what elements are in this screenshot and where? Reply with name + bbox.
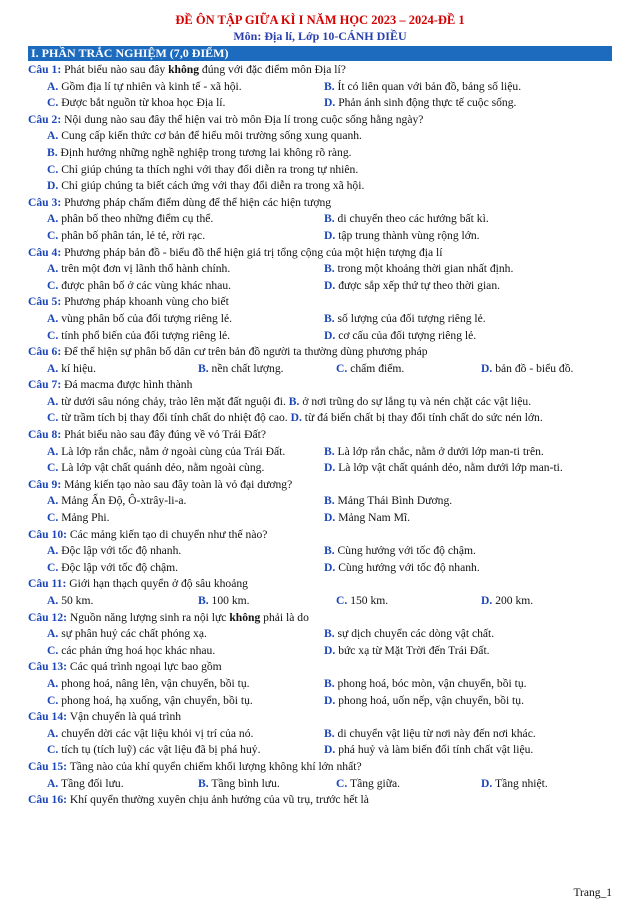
option-letter: B.	[324, 494, 335, 508]
answer-option	[320, 693, 612, 710]
answer-option	[320, 95, 612, 112]
question-text: Để thể hiện sự phân bố dân cư trên bản đồ người ta thường dùng phương pháp	[64, 345, 428, 359]
question-text: Phương pháp khoanh vùng cho biết	[64, 295, 229, 309]
option-text: sự phân huỷ các chất phóng xạ.	[61, 627, 207, 641]
question-number: Câu 12:	[28, 610, 67, 624]
options-row	[28, 95, 612, 112]
options-row	[28, 79, 612, 96]
option-text: Độc lập với tốc độ nhanh.	[61, 544, 182, 558]
question-text: Tầng nào của khí quyển chiếm khối lượng không khí lớn nhất?	[69, 759, 362, 773]
answer-option	[28, 726, 320, 743]
question-text: Phương pháp bản đồ - biểu đồ thể hiện giá trị tổng cộng của một hiện tượng địa lí	[64, 245, 443, 259]
option-text: Được bắt nguồn từ khoa học Địa lí.	[61, 96, 226, 110]
question-stem	[28, 62, 612, 79]
option-letter: D.	[324, 643, 336, 657]
question-stem	[28, 427, 612, 444]
answer-option	[320, 278, 612, 295]
option-letter: B.	[324, 544, 335, 558]
question-stem	[28, 709, 612, 726]
answer-option	[320, 510, 612, 527]
question-number: Câu 11:	[28, 577, 67, 591]
answer-option	[28, 95, 320, 112]
question-stem	[28, 245, 612, 262]
option-letter: A.	[47, 544, 59, 558]
answer-option	[28, 676, 320, 693]
option-letter: C.	[336, 361, 348, 375]
option-letter: D.	[324, 328, 336, 342]
answer-option	[28, 79, 320, 96]
option-letter: C.	[47, 693, 59, 707]
option-letter: A.	[47, 726, 59, 740]
answer-option	[28, 211, 320, 228]
option-text: Gồm địa lí tự nhiên và kinh tế - xã hội.	[61, 79, 242, 93]
option-text: Định hướng những nghề nghiệp trong tương lai không rõ ràng.	[60, 145, 352, 159]
option-text: Cùng hướng với tốc độ nhanh.	[338, 560, 480, 574]
question-number: Câu 6:	[28, 345, 62, 359]
answer-option	[28, 493, 320, 510]
option-text: bản đồ - biểu đồ.	[495, 361, 574, 375]
option-letter: C.	[47, 411, 59, 425]
option-text: Tầng nhiệt.	[494, 776, 548, 790]
answer-option	[320, 228, 612, 245]
answer-option	[481, 776, 612, 793]
question-text: Nội dung nào sau đây thể hiện vai trò môn Địa lí trong cuộc sống hằng ngày?	[64, 112, 424, 126]
question-text: Giới hạn thạch quyển ở độ sâu khoảng	[69, 577, 248, 591]
question-number: Câu 4:	[28, 245, 62, 259]
option-letter: C.	[47, 461, 59, 475]
option-text: Cùng hướng với tốc độ chậm.	[337, 544, 476, 558]
option-text: Ít có liên quan với bản đồ, bảng số liệu.	[337, 79, 522, 93]
answer-option	[28, 444, 320, 461]
question-number: Câu 16:	[28, 793, 67, 807]
option-letter: D.	[324, 96, 336, 110]
option-letter: D.	[324, 461, 336, 475]
answer-option	[320, 261, 612, 278]
options-row	[28, 593, 612, 610]
question-text: Khí quyển thường xuyên chịu ảnh hưởng của vũ trụ, trước hết là	[69, 793, 369, 807]
answer-option	[28, 361, 198, 378]
answer-option	[28, 128, 362, 145]
answer-option	[28, 560, 320, 577]
option-text: Tầng đối lưu.	[60, 776, 124, 790]
question-stem	[28, 610, 612, 627]
option-letter: D.	[290, 411, 302, 425]
question-text: Phát biểu nào sau đây	[64, 63, 169, 76]
option-letter: B.	[47, 145, 58, 159]
options-row	[28, 444, 612, 461]
option-letter: A.	[47, 311, 59, 325]
option-letter: A.	[47, 129, 59, 143]
options-row	[28, 361, 612, 378]
answer-option	[481, 593, 612, 610]
option-letter: D.	[324, 228, 336, 242]
answer-option	[28, 328, 320, 345]
answer-option	[320, 726, 612, 743]
question-number: Câu 9:	[28, 477, 62, 491]
option-letter: B.	[324, 444, 335, 458]
option-text: các phản ứng hoá học khác nhau.	[61, 643, 216, 657]
options-row	[28, 410, 612, 427]
answer-option	[28, 278, 320, 295]
question-text: Các mảng kiến tạo di chuyển như thế nào?	[69, 527, 268, 541]
options-row	[28, 128, 612, 145]
option-letter: D.	[481, 594, 493, 607]
question-number: Câu 7:	[28, 378, 62, 392]
answer-option	[198, 593, 336, 610]
answer-option	[28, 693, 320, 710]
option-letter: D.	[481, 361, 493, 375]
answer-option	[320, 460, 612, 477]
option-letter: B.	[324, 262, 335, 276]
question-stem	[28, 659, 612, 676]
option-text: Chỉ giúp chúng ta thích nghi với thay đổi diễn ra trong tự nhiên.	[61, 162, 359, 176]
question-text: Đá macma được hình thành	[64, 378, 193, 392]
option-text: Độc lập với tốc độ chậm.	[61, 560, 179, 574]
option-letter: A.	[47, 594, 59, 607]
option-letter: C.	[47, 278, 59, 292]
option-text: phá huỷ và làm biến đổi tính chất vật liệu.	[338, 743, 534, 757]
answer-option	[320, 742, 612, 759]
answer-option	[28, 543, 320, 560]
options-row	[28, 510, 612, 527]
option-letter: B.	[288, 394, 300, 408]
options-row	[28, 394, 612, 411]
options-row	[28, 560, 612, 577]
options-row	[28, 328, 612, 345]
question-text: Nguồn năng lượng sinh ra nội lực	[69, 610, 230, 624]
answer-option	[320, 79, 612, 96]
option-text: chấm điểm.	[350, 361, 405, 375]
option-letter: B.	[198, 361, 209, 375]
option-letter: D.	[324, 560, 336, 574]
option-text: từ trầm tích bị thay đổi tính chất do nhiệt độ cao.	[61, 411, 288, 425]
answer-option	[320, 211, 612, 228]
option-text: Mảng Nam Mĩ.	[338, 511, 410, 525]
option-letter: A.	[47, 394, 59, 408]
option-text: Phản ánh sinh động thực tế cuộc sống.	[338, 96, 517, 110]
question-text: phải là do	[260, 610, 309, 624]
options-row	[28, 278, 612, 295]
answer-option	[28, 162, 358, 179]
answer-option	[320, 444, 612, 461]
option-letter: D.	[324, 743, 336, 757]
option-text: từ đá biến chất bị thay đổi tính chất do sức nén lớn.	[304, 411, 543, 425]
option-text: phong hoá, hạ xuống, vận chuyển, bồi tụ.	[61, 693, 253, 707]
option-text: bức xạ từ Mặt Trời đến Trái Đất.	[338, 643, 490, 657]
question-text: Phát biểu nào sau đây đúng về vỏ Trái Đất?	[64, 428, 266, 442]
option-text: từ dưới sâu nóng chảy, trào lên mặt đất nguội đi.	[61, 394, 286, 408]
option-letter: B.	[324, 311, 335, 325]
option-letter: B.	[324, 79, 335, 93]
question-stem	[28, 527, 612, 544]
option-letter: D.	[324, 278, 336, 292]
option-letter: C.	[47, 162, 59, 176]
question-stem	[28, 576, 612, 593]
options-row	[28, 460, 612, 477]
answer-option	[198, 361, 336, 378]
option-letter: A.	[47, 262, 59, 276]
options-row	[28, 145, 612, 162]
option-letter: C.	[47, 743, 59, 757]
option-text: Mảng Phi.	[61, 511, 110, 525]
option-letter: D.	[481, 776, 493, 790]
answer-option	[28, 178, 364, 195]
answer-option	[28, 228, 320, 245]
option-letter: B.	[198, 776, 209, 790]
option-text: nền chất lượng.	[211, 361, 284, 375]
option-text: 200 km.	[495, 594, 534, 607]
question-number: Câu 3:	[28, 195, 62, 209]
option-text: được sắp xếp thứ tự theo thời gian.	[338, 278, 501, 292]
option-text: phong hoá, nâng lên, vận chuyển, bồi tụ.	[61, 676, 250, 690]
question-text: Mảng kiến tạo nào sau đây toàn là vỏ đại dương?	[64, 477, 293, 491]
answer-option	[336, 776, 481, 793]
question-number: Câu 5:	[28, 295, 62, 309]
option-text: phong hoá, bóc mòn, vận chuyển, bồi tụ.	[337, 676, 527, 690]
option-letter: A.	[47, 444, 59, 458]
option-letter: A.	[47, 212, 59, 226]
options-row	[28, 228, 612, 245]
option-letter: B.	[324, 212, 335, 226]
answer-option	[28, 593, 198, 610]
option-letter: A.	[47, 79, 59, 93]
option-letter: A.	[47, 676, 59, 690]
option-text: 150 km.	[350, 594, 389, 607]
options-row	[28, 178, 612, 195]
options-row	[28, 211, 612, 228]
answer-option	[28, 145, 352, 162]
options-row	[28, 693, 612, 710]
answer-option	[198, 776, 336, 793]
page-number: Trang_1	[573, 887, 612, 899]
option-text: di chuyển vật liệu từ nơi này đến nơi khác.	[337, 726, 536, 740]
question-stem	[28, 195, 612, 212]
question-emphasis: không	[229, 610, 261, 624]
option-letter: D.	[47, 179, 59, 193]
option-letter: C.	[47, 643, 59, 657]
answer-option	[336, 593, 481, 610]
options-row	[28, 543, 612, 560]
option-text: vùng phân bố của đối tượng riêng lẻ.	[61, 311, 233, 325]
answer-option	[481, 361, 612, 378]
options-row	[28, 311, 612, 328]
question-number: Câu 10:	[28, 527, 67, 541]
option-letter: A.	[47, 627, 59, 641]
option-text: phân bố theo những điểm cụ thể.	[61, 212, 214, 226]
options-row	[28, 493, 612, 510]
answer-option	[320, 560, 612, 577]
option-text: ở nơi trũng do sự lắng tụ và nén chặt các vật liệu.	[302, 394, 532, 408]
option-text: được phân bố ở các vùng khác nhau.	[61, 278, 232, 292]
question-stem	[28, 344, 612, 361]
option-text: di chuyển theo các hướng bất kì.	[337, 212, 489, 226]
question-stem	[28, 477, 612, 494]
option-text: Là lớp rắn chắc, nằm ở dưới lớp man-ti trên.	[337, 444, 544, 458]
option-text: Tầng giữa.	[349, 776, 401, 790]
options-row	[28, 626, 612, 643]
answer-option	[320, 493, 612, 510]
question-text: Vận chuyển là quá trình	[69, 710, 182, 724]
option-text: Là lớp vật chất quánh dẻo, nằm ngoài cùng.	[61, 461, 265, 475]
option-letter: C.	[47, 228, 59, 242]
option-text: trong một khoảng thời gian nhất định.	[337, 262, 514, 276]
answer-option	[28, 776, 198, 793]
option-letter: D.	[324, 693, 336, 707]
option-letter: C.	[336, 776, 348, 790]
question-number: Câu 1:	[28, 63, 62, 76]
option-text: 50 km.	[61, 594, 94, 607]
option-text: phong hoá, uốn nếp, vận chuyển, bồi tụ.	[338, 693, 524, 707]
option-text: kí hiệu.	[61, 361, 96, 375]
answer-option	[320, 543, 612, 560]
option-text: Tầng bình lưu.	[211, 776, 280, 790]
option-text: chuyển dời các vật liệu khỏi vị trí của nó.	[61, 726, 254, 740]
option-text: phân bố phân tán, lẻ tẻ, rời rạc.	[61, 228, 206, 242]
options-row	[28, 776, 612, 793]
option-text: 100 km.	[211, 594, 250, 607]
option-letter: B.	[198, 594, 209, 607]
answer-option	[28, 643, 320, 660]
options-row	[28, 261, 612, 278]
answer-option	[28, 460, 320, 477]
option-text: Cung cấp kiến thức cơ bản để hiểu môi trường sống xung quanh.	[61, 129, 362, 143]
option-letter: C.	[47, 560, 59, 574]
answer-option	[28, 311, 320, 328]
exam-subtitle: Môn: Địa lí, Lớp 10-CÁNH DIỀU	[233, 29, 407, 43]
option-letter: B.	[324, 676, 335, 690]
question-stem	[28, 294, 612, 311]
question-number: Câu 13:	[28, 660, 67, 674]
answer-option	[28, 510, 320, 527]
option-text: số lượng của đối tượng riêng lẻ.	[337, 311, 486, 325]
option-text: tập trung thành vùng rộng lớn.	[338, 228, 480, 242]
option-letter: C.	[47, 96, 59, 110]
answer-option	[336, 361, 481, 378]
options-row	[28, 162, 612, 179]
answer-option	[320, 676, 612, 693]
option-letter: C.	[47, 328, 59, 342]
question-number: Câu 14:	[28, 710, 67, 724]
question-number: Câu 8:	[28, 428, 62, 442]
option-text: sự dịch chuyển các dòng vật chất.	[337, 627, 495, 641]
answer-option	[320, 328, 612, 345]
option-text: tích tụ (tích luỹ) các vật liệu đã bị phá huỷ.	[61, 743, 261, 757]
question-text: đúng với đặc điểm môn Địa lí?	[199, 63, 346, 76]
answer-option	[28, 626, 320, 643]
option-text: cơ cấu của đối tượng riêng lẻ.	[338, 328, 477, 342]
option-letter: C.	[336, 594, 348, 607]
question-stem	[28, 377, 612, 394]
option-text: Là lớp vật chất quánh dẻo, nằm dưới lớp man-ti.	[338, 461, 563, 475]
question-stem	[28, 792, 612, 809]
question-stem	[28, 112, 612, 129]
answer-option	[320, 311, 612, 328]
option-text: tính phổ biến của đối tượng riêng lẻ.	[61, 328, 231, 342]
option-text: Mảng Thái Bình Dương.	[337, 494, 453, 508]
option-text: Là lớp rắn chắc, nằm ở ngoài cùng của Trái Đất.	[61, 444, 286, 458]
options-row	[28, 726, 612, 743]
options-row	[28, 643, 612, 660]
answer-option	[320, 643, 612, 660]
option-text: trên một đơn vị lãnh thổ hành chính.	[61, 262, 231, 276]
answer-option	[320, 626, 612, 643]
question-list	[28, 62, 612, 809]
option-letter: A.	[47, 361, 59, 375]
answer-option	[28, 742, 320, 759]
question-number: Câu 15:	[28, 759, 67, 773]
question-emphasis: không	[168, 63, 200, 76]
question-text: Các quá trình ngoại lực bao gồm	[69, 660, 222, 674]
exam-title: ĐỀ ÔN TẬP GIỮA KÌ I NĂM HỌC 2023 – 2024-ĐỀ 1	[175, 13, 465, 27]
option-text: Mảng Ấn Độ, Ô-xtrây-li-a.	[61, 494, 187, 508]
option-letter: A.	[47, 776, 59, 790]
question-number: Câu 2:	[28, 112, 62, 126]
option-letter: C.	[47, 511, 59, 525]
section-heading: I. PHẦN TRẮC NGHIỆM (7,0 ĐIỂM)	[28, 46, 612, 61]
question-stem	[28, 759, 612, 776]
option-letter: D.	[324, 511, 336, 525]
option-letter: B.	[324, 726, 335, 740]
options-row	[28, 676, 612, 693]
option-letter: B.	[324, 627, 335, 641]
answer-option	[28, 261, 320, 278]
options-row	[28, 742, 612, 759]
option-letter: A.	[47, 494, 59, 508]
option-text: Chỉ giúp chúng ta biết cách ứng với thay đổi diễn ra trong xã hội.	[61, 179, 365, 193]
question-text: Phương pháp chấm điểm dùng để thể hiện các hiện tượng	[64, 195, 332, 209]
